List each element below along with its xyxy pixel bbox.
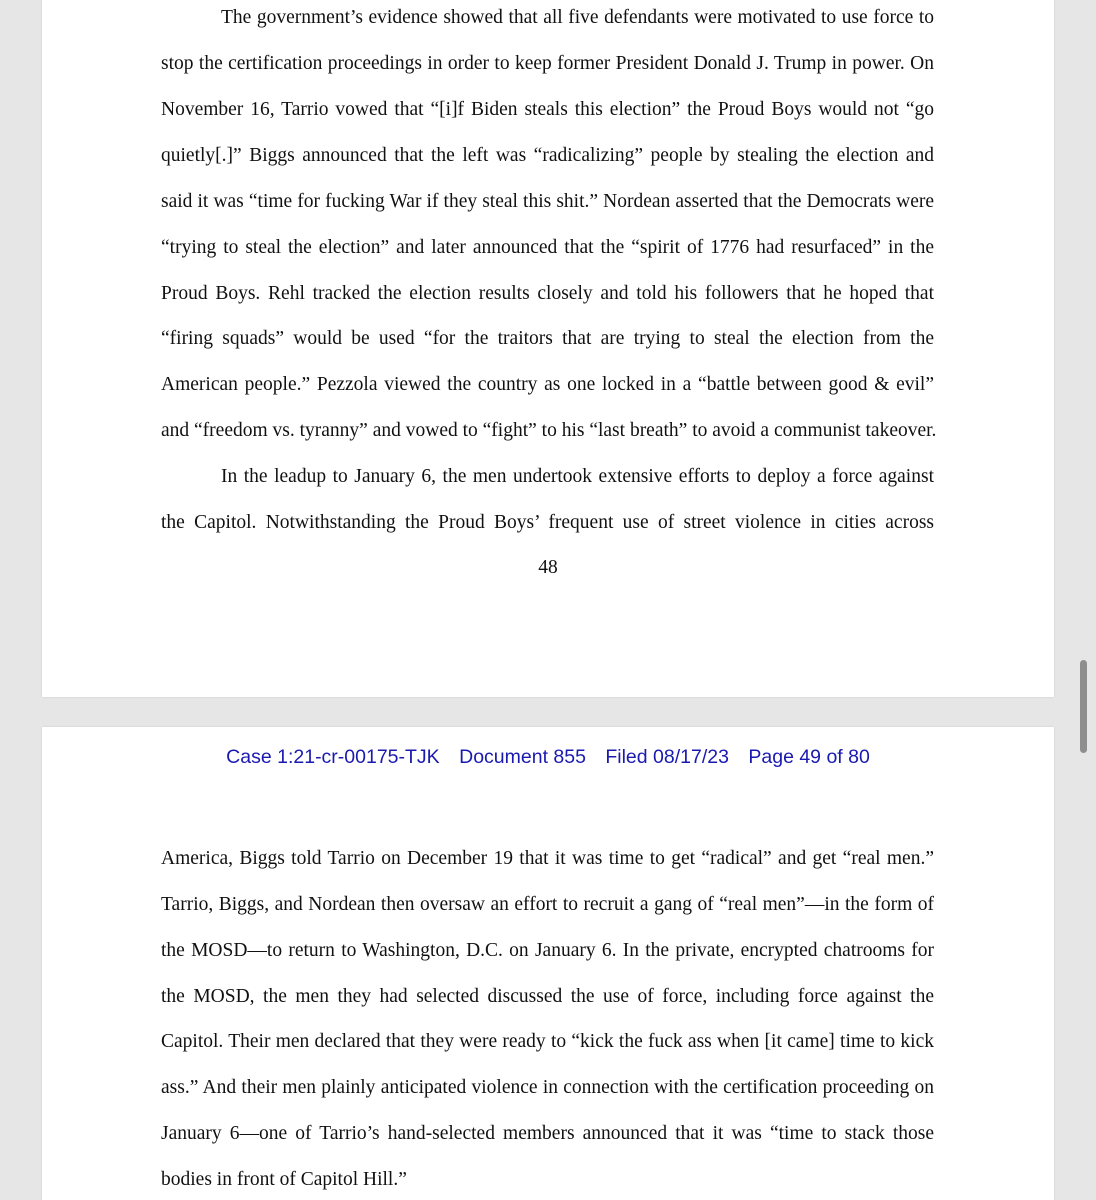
- case-header: [42, 745, 1054, 769]
- page-number: 48: [538, 557, 558, 578]
- page-indicator: Page 49 of 80: [748, 746, 870, 768]
- body-text-line: “trying to steal the election” and later announced that the “spirit of 1776 had resurfaced” in the: [161, 237, 934, 258]
- body-text-line: the MOSD, the men they had selected discussed the use of force, including force against the: [161, 986, 934, 1007]
- filed-date: Filed 08/17/23: [605, 746, 729, 768]
- case-number: Case 1:21-cr-00175-TJK: [226, 746, 440, 768]
- body-text-line: stop the certification proceedings in order to keep former President Donald J. Trump in power. On: [161, 53, 934, 74]
- body-text-line: November 16, Tarrio vowed that “[i]f Biden steals this election” the Proud Boys would not “go: [161, 99, 934, 120]
- body-text-line: The government’s evidence showed that all five defendants were motivated to use force to: [221, 7, 934, 28]
- body-text-line: America, Biggs told Tarrio on December 19 that it was time to get “radical” and get “real men.”: [161, 848, 934, 869]
- body-text-line: ass.” And their men plainly anticipated violence in connection with the certification proceeding on: [161, 1077, 934, 1098]
- body-text-line: American people.” Pezzola viewed the country as one locked in a “battle between good & evil”: [161, 374, 934, 395]
- body-text-line: the Capitol. Notwithstanding the Proud Boys’ frequent use of street violence in cities across: [161, 512, 934, 533]
- body-text-line: said it was “time for fucking War if they steal this shit.” Nordean asserted that the Democrats were: [161, 191, 934, 212]
- document-number: Document 855: [459, 746, 586, 768]
- vertical-scrollbar[interactable]: [1080, 660, 1087, 753]
- body-text-line: “firing squads” would be used “for the traitors that are trying to steal the election from the: [161, 328, 934, 349]
- body-text-line: Capitol. Their men declared that they were ready to “kick the fuck ass when [it came] time to kick: [161, 1031, 934, 1052]
- body-text-line: quietly[.]” Biggs announced that the left was “radicalizing” people by stealing the election and: [161, 145, 934, 166]
- body-text-line: January 6—one of Tarrio’s hand-selected members announced that it was “time to stack those: [161, 1123, 934, 1144]
- body-text-line: In the leadup to January 6, the men undertook extensive efforts to deploy a force against: [221, 466, 934, 487]
- pdf-page-48: [42, 0, 1054, 697]
- body-text-line: bodies in front of Capitol Hill.”: [161, 1169, 407, 1190]
- body-text-line: and “freedom vs. tyranny” and vowed to “fight” to his “last breath” to avoid a communist takeover.: [161, 420, 937, 441]
- body-text-line: the MOSD—to return to Washington, D.C. on January 6. In the private, encrypted chatrooms for: [161, 940, 934, 961]
- body-text-line: Tarrio, Biggs, and Nordean then oversaw an effort to recruit a gang of “real men”—in the form of: [161, 894, 934, 915]
- body-text-line: Proud Boys. Rehl tracked the election results closely and told his followers that he hoped that: [161, 283, 934, 304]
- pdf-page-49: [42, 727, 1054, 1200]
